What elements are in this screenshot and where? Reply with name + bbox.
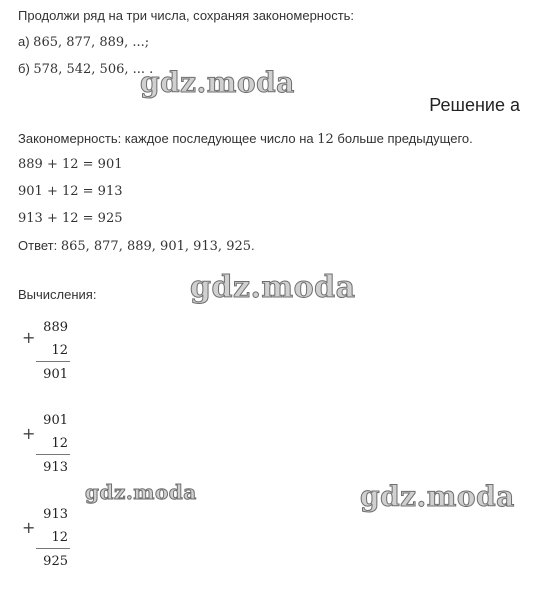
sum-line bbox=[36, 361, 70, 362]
sum-line bbox=[36, 548, 70, 549]
sum-result: 913 bbox=[43, 460, 68, 475]
pattern-rule-text: Закономерность: каждое последующее число на bbox=[18, 131, 318, 146]
watermark: gdz.moda bbox=[190, 270, 356, 305]
addend-2: 12 bbox=[51, 530, 68, 545]
task-item-b-label: б) bbox=[18, 61, 34, 76]
calculations-label: Вычисления: bbox=[18, 287, 97, 302]
addend-2: 12 bbox=[51, 436, 68, 451]
answer-end: . bbox=[251, 238, 255, 253]
plus-sign: + bbox=[22, 518, 36, 537]
watermark: gdz.moda bbox=[85, 480, 197, 504]
watermark: gdz.moda bbox=[360, 480, 515, 513]
answer bbox=[18, 238, 255, 254]
answer-value: 865, 877, 889, 901, 913, 925 bbox=[60, 239, 252, 254]
pattern-rule-suffix: больше предыдущего. bbox=[333, 131, 473, 146]
addend-1: 889 bbox=[43, 320, 68, 335]
sum-result: 925 bbox=[43, 554, 68, 569]
step-3: 913 + 12 = 925 bbox=[18, 211, 123, 226]
watermark: gdz.moda bbox=[140, 66, 295, 99]
solution-heading: Решение а bbox=[429, 95, 520, 115]
pattern-rule-number: 12 bbox=[317, 132, 334, 147]
task-intro: Продолжи ряд на три числа, сохраняя закономерность: bbox=[18, 8, 355, 23]
addend-2: 12 bbox=[51, 343, 68, 358]
addend-1: 901 bbox=[43, 413, 68, 428]
task-item-a bbox=[18, 34, 149, 50]
plus-sign: + bbox=[22, 424, 36, 443]
step-2: 901 + 12 = 913 bbox=[18, 184, 123, 199]
addend-1: 913 bbox=[43, 507, 68, 522]
sum-result: 901 bbox=[43, 367, 68, 382]
task-item-b-series: 578, 542, 506, ... . bbox=[33, 62, 154, 77]
answer-label: Ответ: bbox=[18, 238, 61, 253]
task-item-a-series: 865, 877, 889, ...; bbox=[33, 35, 150, 50]
task-item-a-label: а) bbox=[18, 34, 34, 49]
task-item-b bbox=[18, 61, 153, 77]
pattern-rule bbox=[18, 131, 473, 147]
plus-sign: + bbox=[22, 328, 36, 347]
step-1: 889 + 12 = 901 bbox=[18, 157, 123, 172]
sum-line bbox=[36, 454, 70, 455]
